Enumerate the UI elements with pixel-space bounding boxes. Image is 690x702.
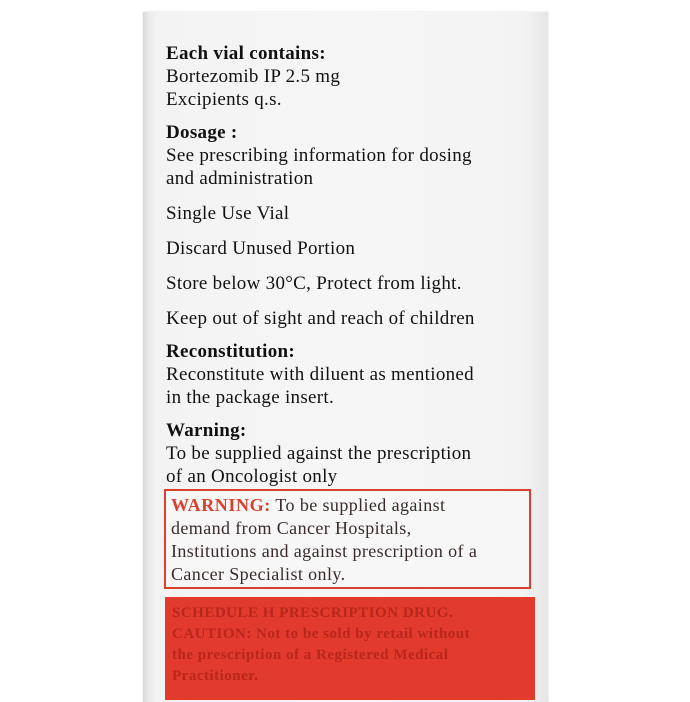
schedule-line-1: SCHEDULE H PRESCRIPTION DRUG. [172, 605, 454, 621]
warning-heading: Warning: [166, 420, 247, 441]
warning-box-line-2: demand from Cancer Hospitals, [171, 518, 412, 538]
contents-line-2: Excipients q.s. [166, 89, 282, 110]
contents-heading: Each vial contains: [166, 43, 326, 64]
dosage-heading: Dosage : [166, 122, 238, 143]
warning-line-2: of an Oncologist only [166, 466, 338, 487]
warning-box-line-4: Cancer Specialist only. [171, 564, 346, 584]
warning-box-text [171, 494, 531, 586]
dosage-line-1: See prescribing information for dosing [166, 145, 472, 166]
warning-box-line-1 [171, 494, 531, 517]
label-text [166, 42, 536, 488]
keep-out-text: Keep out of sight and reach of children [166, 308, 475, 329]
warning-box-line-3: Institutions and against prescription of a [171, 541, 478, 561]
dosage-line-2: and administration [166, 168, 314, 189]
warning-line-1: To be supplied against the prescription [166, 443, 472, 464]
schedule-line-3: the prescription of a Registered Medical [172, 647, 449, 663]
single-use-text: Single Use Vial [166, 203, 290, 224]
schedule-line-2: CAUTION: Not to be sold by retail without [172, 626, 471, 642]
storage-text: Store below 30°C, Protect from light. [166, 273, 462, 294]
discard-text: Discard Unused Portion [166, 238, 356, 259]
contents-line-1: Bortezomib IP 2.5 mg [166, 66, 341, 87]
warning-box-line-1-text: To be supplied against [270, 495, 446, 515]
schedule-h-text [172, 603, 532, 687]
schedule-line-4: Practitioner. [172, 668, 259, 684]
reconstitution-line-2: in the package insert. [166, 387, 335, 408]
warning-box-label: WARNING: [171, 495, 271, 515]
reconstitution-heading: Reconstitution: [166, 341, 296, 362]
reconstitution-line-1: Reconstitute with diluent as mentioned [166, 364, 474, 385]
